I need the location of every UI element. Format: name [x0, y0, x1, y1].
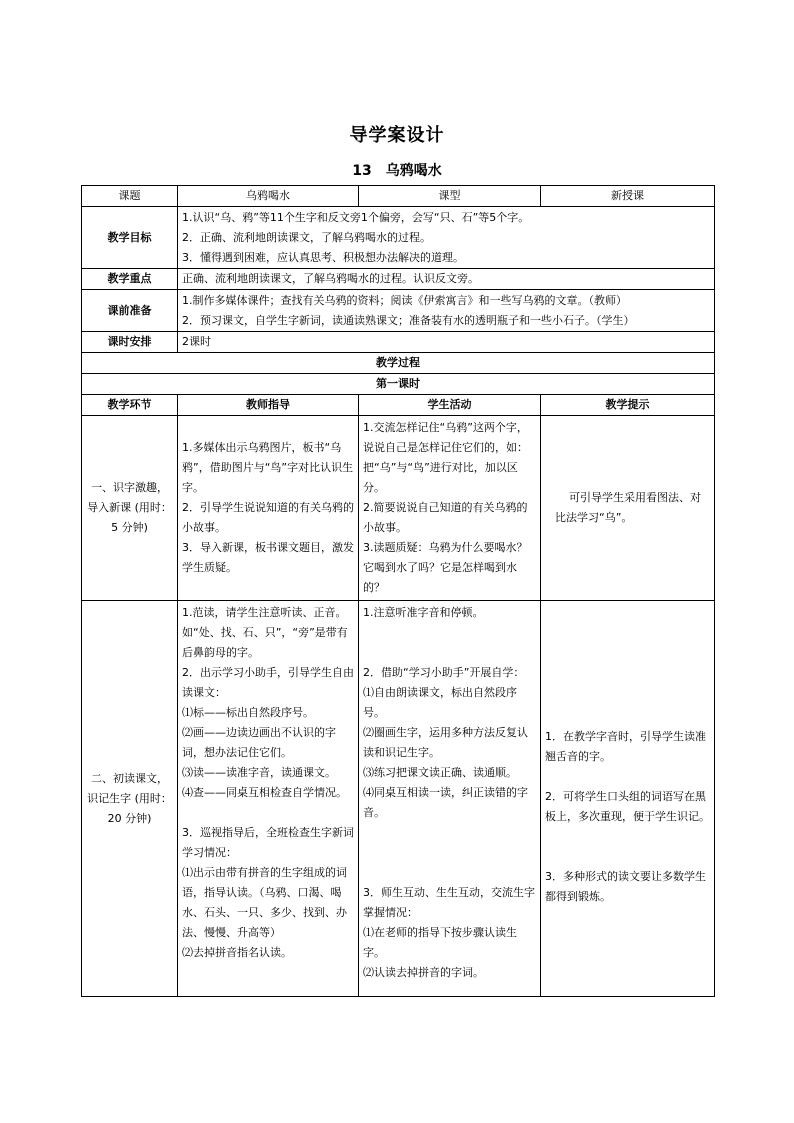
lesson-title: 13 乌鸦喝水 [352, 163, 442, 179]
goals-label: 教学目标 [82, 207, 178, 269]
student-substep: ⑵认读去掉拼音的字词。 [363, 966, 484, 979]
stage-1-line: 5 分钟) [111, 521, 148, 534]
student-substep: ⑴自由朗读课文，标出自然段序号。 [363, 686, 517, 719]
student-substep: ⑵圈画生字，运用多种方法反复认读和识记生字。 [363, 726, 528, 759]
header-tips: 教学提示 [541, 395, 715, 416]
student-substep: ⑴在老师的指导下按步骤认读生字。 [363, 926, 517, 959]
goal-item: 2．正确、流利地朗读课文，了解乌鸦喝水的过程。 [182, 230, 431, 244]
spacer [545, 767, 710, 787]
key-value: 正确、流利地朗读课文，了解乌鸦喝水的过程。认识反文旁。 [178, 269, 715, 290]
student-step: 2．借助“学习小助手”开展自学： [363, 666, 525, 679]
spacer [545, 847, 710, 867]
teacher-substep: ⑵去掉拼音指名认读。 [182, 946, 292, 959]
stage-1-tips [541, 416, 715, 601]
teacher-step: 2．出示学习小助手，引导学生自由读课文： [182, 666, 354, 699]
period-title: 第一课时 [82, 374, 715, 395]
student-step: 2.简要说说自己知道的有关乌鸦的小故事。 [363, 501, 528, 534]
stage-2-tips [541, 601, 715, 997]
stage-2-label [82, 601, 178, 997]
process-header-row [82, 395, 715, 416]
spacer [182, 803, 354, 823]
stage-1-line: 一、识字激趣， [91, 481, 168, 494]
teacher-substep: ⑴出示由带有拼音的生字组成的词语，指导认读。（乌鸦、口渴、喝水、石头、一只、多少、找到、办法、慢慢、升高等） [182, 866, 347, 939]
goal-item: 1.认识“乌、鸦”等11个生字和反文旁1个偏旁，会写“只、石”等5个字。 [182, 210, 530, 224]
time-label: 课时安排 [82, 332, 178, 353]
key-row [82, 269, 715, 290]
teacher-substep: ⑷查——同桌互相检查自学情况。 [182, 786, 347, 799]
tip-item: 2．可将学生口头组的词语写在黑板上，多次重现，便于学生识记。 [545, 790, 710, 823]
teacher-step: 1.多媒体出示乌鸦图片，板书“乌鸦”，借助图片与“鸟”字对比认识生字。 [182, 441, 354, 494]
teacher-step: 1.范读，请学生注意听读、正音。如“处、找、石、只”，“旁”是带有后鼻韵母的字。 [182, 606, 348, 659]
key-label: 教学重点 [82, 269, 178, 290]
time-row [82, 332, 715, 353]
stage-1-teacher [178, 416, 359, 601]
stage-2-line: 二、初读课文， [91, 771, 168, 785]
stage-1-line: 导入新课 (用时： [87, 501, 172, 514]
topic-row [82, 186, 715, 207]
time-value: 2课时 [178, 332, 715, 353]
student-step: 1.注意听准字音和停顿。 [363, 606, 484, 619]
stage-2-student [359, 601, 541, 997]
type-label: 课型 [359, 186, 541, 207]
teacher-substep: ⑵画——边读边画出不认识的字词，想办法记住它们。 [182, 726, 336, 759]
header-stage: 教学环节 [82, 395, 178, 416]
spacer [363, 863, 536, 883]
teacher-step: 3．导入新课，板书课文题目，激发学生质疑。 [182, 541, 354, 574]
prep-cell [178, 290, 715, 332]
prep-item: 2．预习课文，自学生字新词，读通读熟课文；准备装有水的透明瓶子和一些小石子。（学生） [182, 313, 635, 327]
lesson-plan-table [81, 185, 715, 997]
stage-2-teacher [178, 601, 359, 997]
stage-row-2 [82, 601, 715, 997]
student-substep: ⑷同桌互相读一读，纠正读错的字音。 [363, 786, 528, 819]
student-step: 3．师生互动、生生互动，交流生字掌握情况： [363, 886, 535, 919]
tip-item: 1．在教学字音时，引导学生读准翘舌音的字。 [545, 730, 706, 763]
spacer [363, 823, 536, 843]
process-title: 教学过程 [82, 353, 715, 374]
spacer [545, 827, 710, 847]
tip-item: 3．多种形式的读文要让多数学生都得到锻炼。 [545, 870, 706, 903]
teacher-substep: ⑴标——标出自然段序号。 [182, 706, 314, 719]
goal-item: 3．懂得遇到困难，应认真思考、积极想办法解决的道理。 [182, 250, 464, 264]
stage-1-label [82, 416, 178, 601]
spacer [363, 623, 536, 643]
teacher-substep: ⑶读——读准字音，读通课文。 [182, 766, 336, 779]
type-value: 新授课 [541, 186, 715, 207]
topic-value: 乌鸦喝水 [178, 186, 359, 207]
stage-row-1 [82, 416, 715, 601]
prep-label: 课前准备 [82, 290, 178, 332]
student-step: 3.读题质疑：乌鸦为什么要喝水？它喝到水了吗？它是怎样喝到水的？ [363, 541, 528, 594]
stage-1-student [359, 416, 541, 601]
topic-label: 课题 [82, 186, 178, 207]
teacher-step: 2．引导学生说说知道的有关乌鸦的小故事。 [182, 501, 354, 534]
period-row [82, 374, 715, 395]
header-student: 学生活动 [359, 395, 541, 416]
teacher-step: 3．巡视指导后，全班检查生字新词学习情况： [182, 826, 354, 859]
tip-item: 可引导学生采用看图法、对比法学习“乌”。 [555, 491, 701, 524]
prep-item: 1.制作多媒体课件；查找有关乌鸦的资料；阅读《伊索寓言》和一些写乌鸦的文章。（教师） [182, 293, 627, 307]
process-title-row [82, 353, 715, 374]
header-teacher: 教师指导 [178, 395, 359, 416]
student-substep: ⑶练习把课文读正确、读通顺。 [363, 766, 517, 779]
prep-row [82, 290, 715, 332]
stage-2-line: 识记生字 (用时： [87, 791, 172, 805]
stage-2-line: 20 分钟) [107, 811, 152, 825]
spacer [363, 843, 536, 863]
page-title: 导学案设计 [349, 125, 445, 146]
goals-cell [178, 207, 715, 269]
spacer [363, 643, 536, 663]
goals-row [82, 207, 715, 269]
student-step: 1.交流怎样记住“乌鸦”这两个字，说说自己是怎样记住它们的，如：把“乌”与“鸟”进行对比，加以区分。 [363, 421, 528, 494]
